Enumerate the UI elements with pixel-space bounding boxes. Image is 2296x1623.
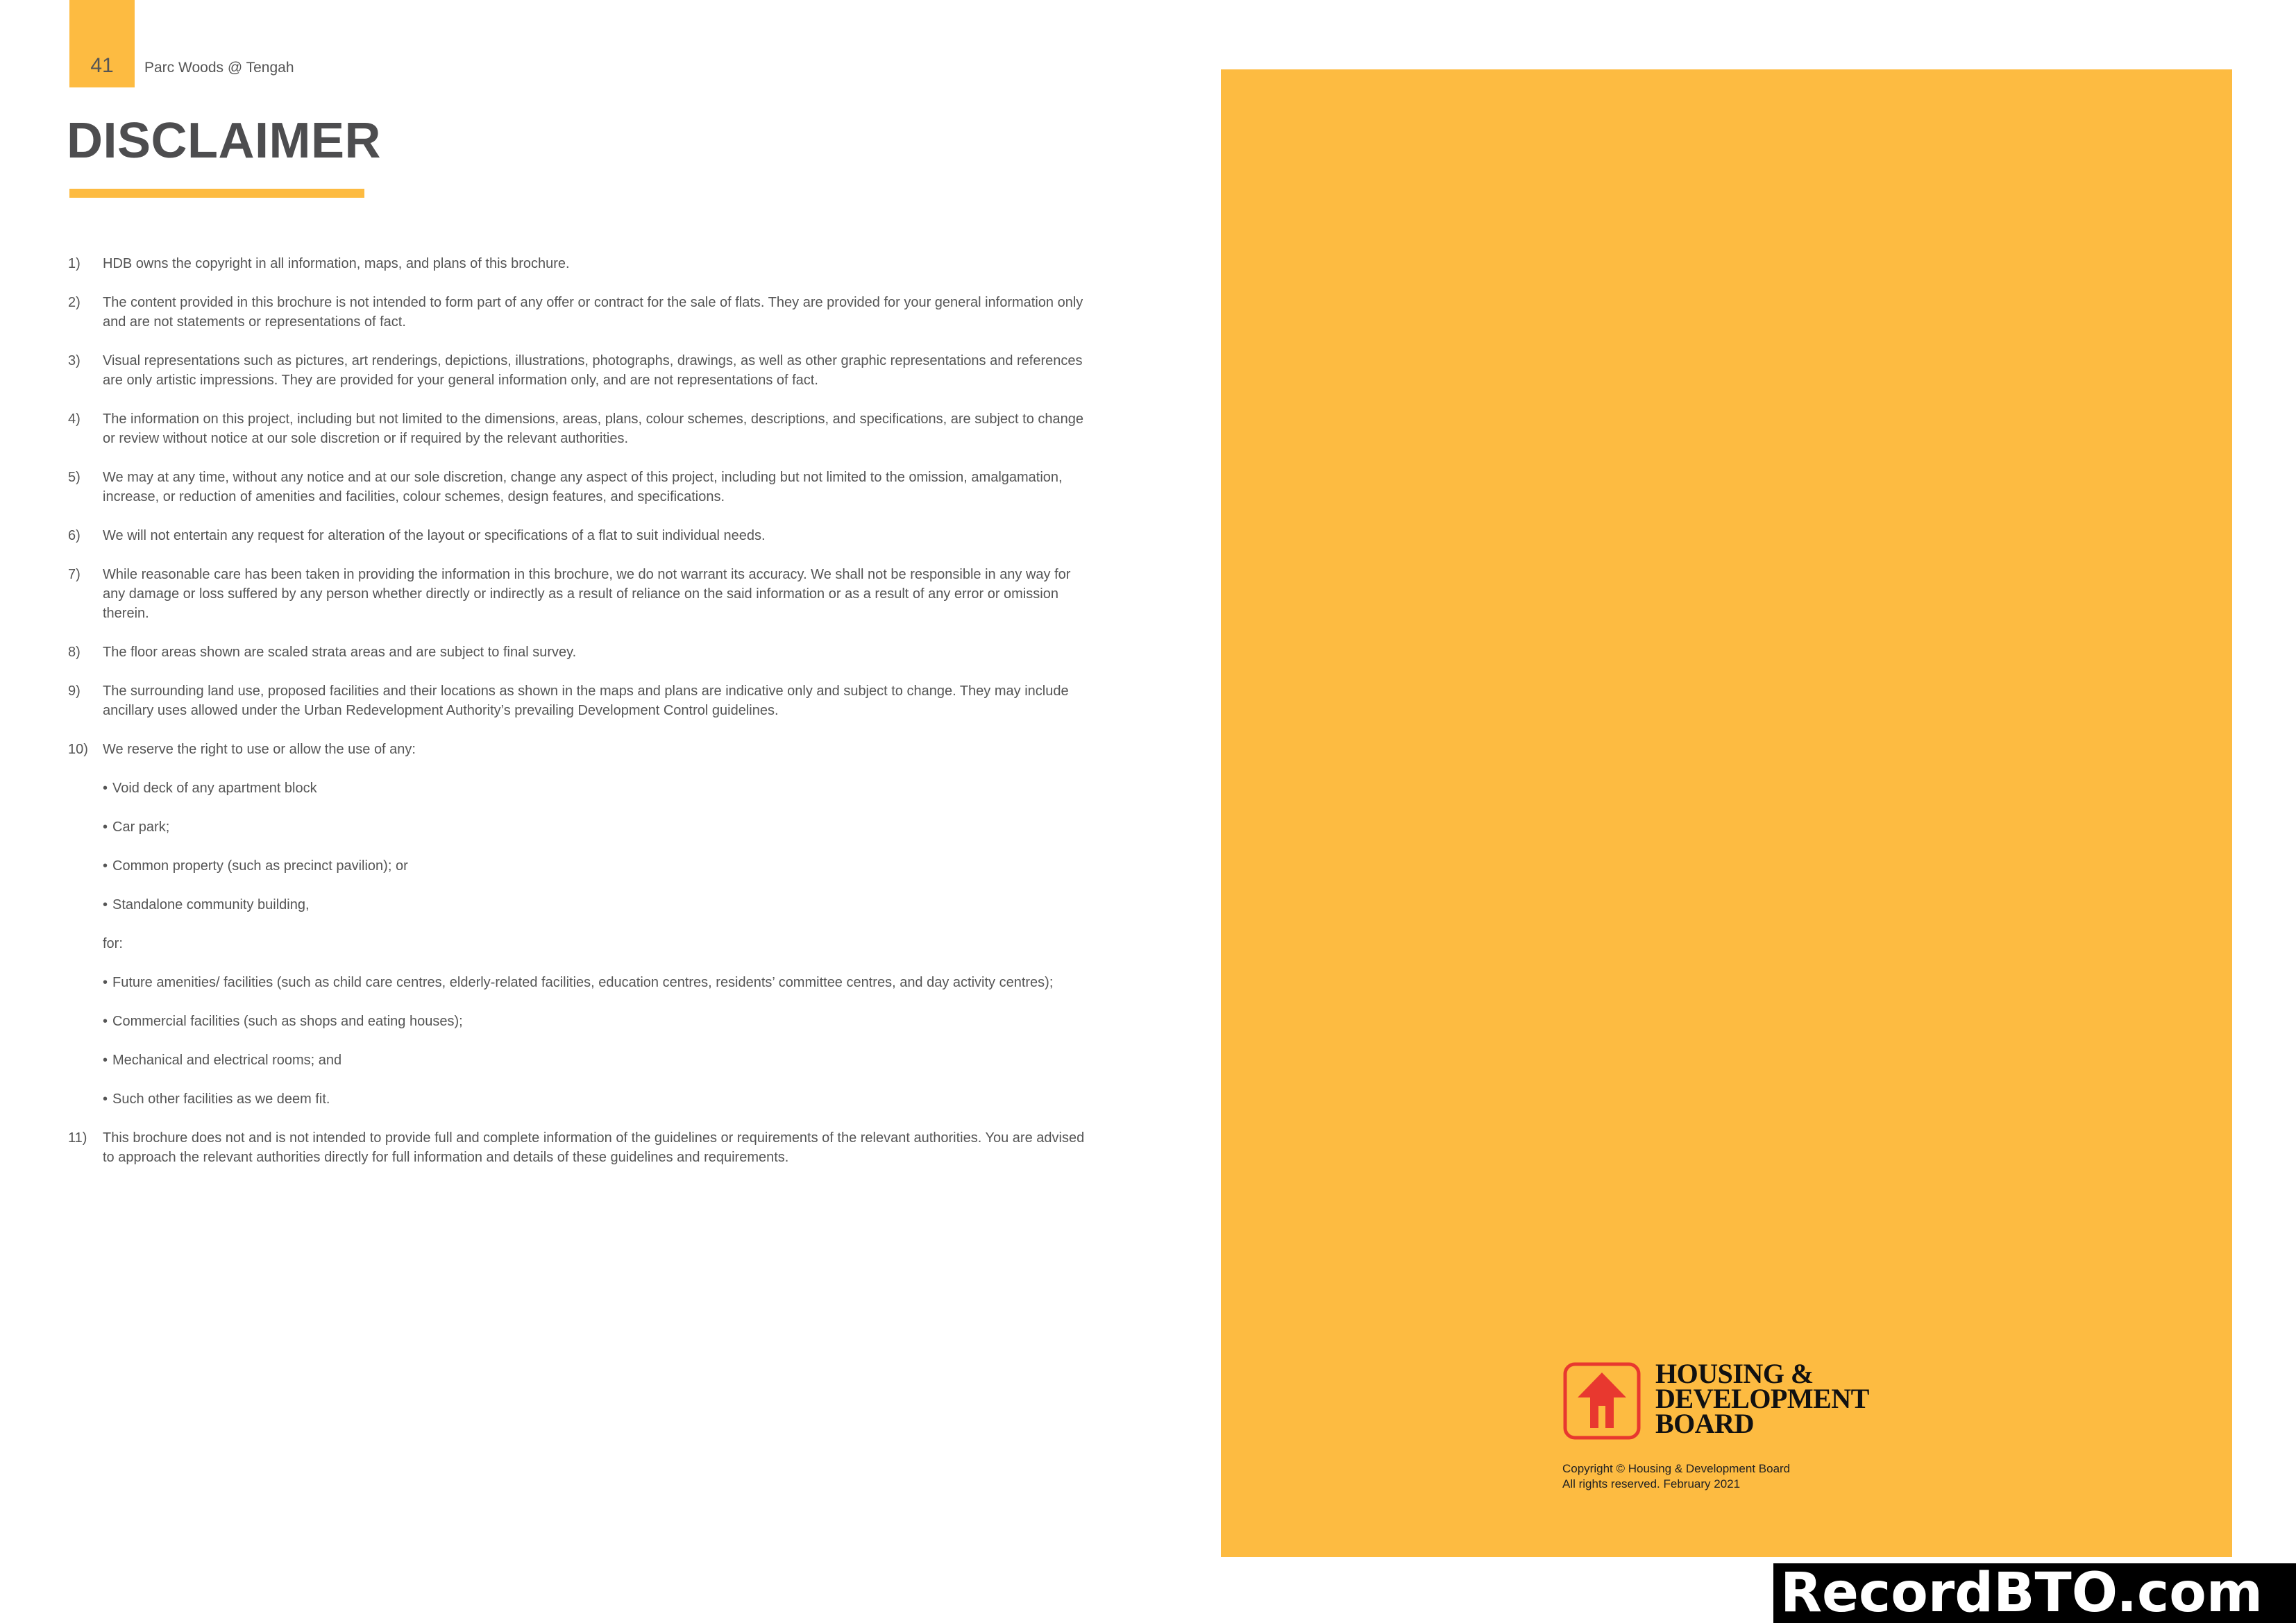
item-text: This brochure does not and is not intended to provide full and complete information of the guidelines or requirements of the relevant authorities. You are advised to approach the relevant authorities directly for full information and details of these guidelines and requirements.: [103, 1130, 1085, 1165]
item-number: 5): [68, 470, 81, 485]
page-number-tab: [69, 0, 135, 87]
item-text: We may at any time, without any notice and at our sole discretion, change any aspect of this project, including but not limited to the omission, amalgamation, increase, or reduction of amenities and facilities, colour schemes, design features, and specifications.: [103, 470, 1063, 504]
item-text: We reserve the right to use or allow the use of any:: [103, 742, 416, 757]
item-number: 4): [68, 411, 81, 427]
item-number: 8): [68, 645, 81, 660]
disclaimer-item-7: [68, 565, 1088, 623]
hdb-house-arrow-icon: [1562, 1361, 1641, 1441]
item-text: While reasonable care has been taken in providing the information in this brochure, we do not warrant its accuracy. We shall not be responsible in any way for any damage or loss suffered by any person whether directly or indirectly as a result of reliance on the said information or as a result of any error or omission therein.: [103, 567, 1071, 621]
org-name-line: BOARD: [1655, 1408, 1754, 1439]
hdb-logo: [1562, 1358, 1979, 1445]
disclaimer-list: [68, 254, 1088, 1187]
org-name-line: DEVELOPMENT: [1655, 1383, 1869, 1414]
project-name: Parc Woods @ Tengah: [144, 60, 294, 76]
item-text: We will not entertain any request for alteration of the layout or specifications of a flat to suit individual needs.: [103, 528, 766, 543]
item-text: Visual representations such as pictures, art renderings, depictions, illustrations, photographs, drawings, as well as other graphic representations and references are only artistic impressions. They are provided for your general information only, and are not representations of fact.: [103, 353, 1083, 388]
back-cover-panel: [1221, 69, 2232, 1557]
item-number: 9): [68, 683, 81, 699]
disclaimer-item-5: [68, 468, 1088, 507]
bullet-item: • Common property (such as precinct pavilion); or: [103, 856, 1088, 876]
item-text: The surrounding land use, proposed facilities and their locations as shown in the maps and plans are indicative only and subject to change. They may include ancillary uses allowed under the Urban Redevelopment Authority’s prevailing Development Control guidelines.: [103, 683, 1069, 718]
disclaimer-item-2: [68, 293, 1088, 332]
disclaimer-item-4: [68, 409, 1088, 448]
item-text: The floor areas shown are scaled strata areas and are subject to final survey.: [103, 645, 577, 660]
bullet-item: • Future amenities/ facilities (such as child care centres, elderly-related facilities, education centres, residents’ committee centres, and day activity centres);: [103, 973, 1088, 992]
purpose-list: [103, 973, 1088, 1109]
disclaimer-item-6: [68, 526, 1088, 545]
disclaimer-item-3: [68, 351, 1088, 390]
bullet-item: • Mechanical and electrical rooms; and: [103, 1051, 1088, 1070]
item-number: 10): [68, 742, 88, 757]
for-label: for:: [103, 936, 123, 951]
site-watermark: RecordBTO.com: [1773, 1563, 2296, 1623]
disclaimer-item-1: [68, 254, 1088, 273]
item-number: 6): [68, 528, 81, 543]
page-title: DISCLAIMER: [67, 113, 381, 169]
use-list: [103, 779, 1088, 915]
bullet-item: • Car park;: [103, 817, 1088, 837]
item-number: 3): [68, 353, 81, 368]
item-number: 1): [68, 256, 81, 271]
item-text: The content provided in this brochure is not intended to form part of any offer or contract for the sale of flats. They are provided for your general information only and are not statements or representations of fact.: [103, 295, 1083, 330]
bullet-item: • Commercial facilities (such as shops and eating houses);: [103, 1012, 1088, 1031]
copyright-notice: [1562, 1461, 1790, 1492]
bullet-item: • Standalone community building,: [103, 895, 1088, 915]
item-number: 7): [68, 567, 81, 582]
org-name-line: HOUSING &: [1655, 1358, 1814, 1389]
item-number: 2): [68, 295, 81, 310]
page-number: 41: [90, 54, 114, 77]
item-text: HDB owns the copyright in all information, maps, and plans of this brochure.: [103, 256, 570, 271]
disclaimer-item-9: [68, 681, 1088, 720]
item-number: 11): [68, 1130, 87, 1146]
bullet-item: • Void deck of any apartment block: [103, 779, 1088, 798]
disclaimer-item-8: [68, 643, 1088, 662]
copyright-line: All rights reserved. February 2021: [1562, 1477, 1741, 1490]
disclaimer-item-11: [68, 1128, 1088, 1167]
copyright-line: Copyright © Housing & Development Board: [1562, 1462, 1791, 1475]
title-underline: [69, 189, 364, 198]
hdb-org-name: [1655, 1358, 1975, 1439]
disclaimer-item-10: [68, 740, 1088, 1109]
bullet-item: • Such other facilities as we deem fit.: [103, 1089, 1088, 1109]
item-text: The information on this project, including but not limited to the dimensions, areas, plans, colour schemes, descriptions, and specifications, are subject to change or review without notice at our sole discretion or if required by the relevant authorities.: [103, 411, 1083, 446]
